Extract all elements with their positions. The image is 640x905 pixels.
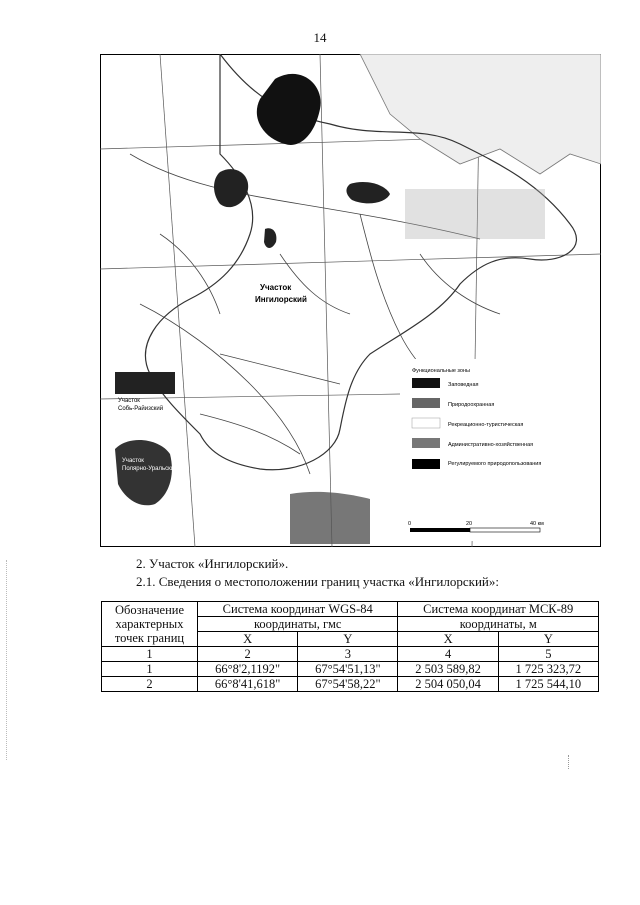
label-sob-2: Собь-Райизский <box>118 406 164 412</box>
legend-label-3: Административно-хозяйственная <box>448 442 534 448</box>
table-cell: 1 <box>102 662 198 677</box>
header-line: точек границ <box>114 631 185 645</box>
table-cell: 3 <box>298 647 398 662</box>
legend-title: Функциональные зоны <box>412 368 470 374</box>
subheader-x: X <box>398 632 498 647</box>
header-line: Обозначение <box>114 603 185 617</box>
scale-start: 0 <box>408 521 412 527</box>
legend-label-2: Рекреационно-туристическая <box>448 422 524 428</box>
header-line: характерных <box>115 617 184 631</box>
label-ingilorsky-1: Участок <box>260 283 292 292</box>
table-cell: 2 <box>102 677 198 692</box>
boundary-points-table <box>101 601 599 692</box>
legend-swatch-administrative <box>412 438 440 448</box>
label-polar-2: Полярно-Уральский <box>122 466 178 472</box>
legend-label-4: Регулируемого природопользования <box>448 461 542 467</box>
header-msk89-units: координаты, м <box>398 617 599 632</box>
subheader-y: Y <box>498 632 598 647</box>
map-svg <box>100 54 601 547</box>
scale-mid: 20 <box>466 521 473 527</box>
scan-edge <box>6 560 8 760</box>
page-number: 14 <box>313 30 327 45</box>
table-cell: 5 <box>498 647 598 662</box>
table-cell: 2 503 589,82 <box>398 662 498 677</box>
table-cell: 66°8'41,618" <box>197 677 297 692</box>
table-row <box>102 662 599 677</box>
subheader-x: X <box>197 632 297 647</box>
table-cell: 1 <box>102 647 198 662</box>
table-cell: 4 <box>398 647 498 662</box>
legend-swatch-nature-protection <box>412 398 440 408</box>
table-cell: 2 <box>197 647 297 662</box>
header-msk89: Система координат МСК-89 <box>398 602 599 617</box>
label-polar-1: Участок <box>122 458 144 464</box>
legend-swatch-reserve <box>412 378 440 388</box>
table-cell: 1 725 323,72 <box>498 662 598 677</box>
header-wgs84: Система координат WGS-84 <box>197 602 397 617</box>
header-point-label <box>102 602 198 647</box>
label-sob-1: Участок <box>118 398 140 404</box>
subsection-title: 2.1. Сведения о местоположении границ участка «Ингилорский»: <box>136 574 499 589</box>
table-cell: 1 725 544,10 <box>498 677 598 692</box>
header-wgs84-units: координаты, гмс <box>197 617 397 632</box>
scan-mark <box>568 755 571 769</box>
table-cell: 66°8'2,1192" <box>197 662 297 677</box>
legend-swatch-regulated <box>412 459 440 469</box>
section-title: 2. Участок «Ингилорский». <box>136 556 289 571</box>
label-ingilorsky-2: Ингилорский <box>255 295 307 304</box>
map-figure <box>100 54 601 547</box>
legend-label-1: Природоохранная <box>448 402 495 408</box>
table-cell: 67°54'51,13" <box>298 662 398 677</box>
legend-swatch-recreation <box>412 418 440 428</box>
legend-label-0: Заповедная <box>448 382 479 388</box>
table-cell: 67°54'58,22" <box>298 677 398 692</box>
table-header-row <box>102 602 599 617</box>
table-cell: 2 504 050,04 <box>398 677 498 692</box>
scale-end: 40 км <box>530 521 544 527</box>
subheader-y: Y <box>298 632 398 647</box>
table-number-row <box>102 647 599 662</box>
table-row <box>102 677 599 692</box>
